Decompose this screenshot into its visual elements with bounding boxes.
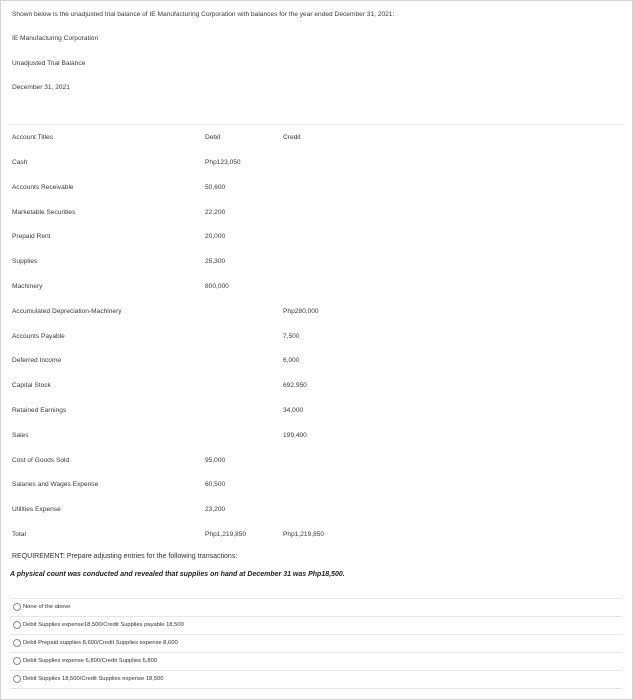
debit-amount: 20,000 [205, 233, 226, 240]
credit-amount: Php280,000 [283, 308, 319, 315]
account-title: Utilities Expense [12, 506, 61, 513]
answer-option[interactable] [10, 598, 622, 616]
report-title: Unadjusted Trial Balance [12, 60, 86, 67]
debit-amount: 50,600 [205, 184, 226, 191]
header-debit: Debit [205, 134, 221, 141]
debit-amount: 22,200 [205, 209, 226, 216]
answer-option[interactable] [10, 670, 622, 689]
account-title: Prepaid Rent [12, 233, 51, 240]
answer-option-label[interactable]: Debit Prepaid supplies 8,600/Credit Supplies expense 8,600 [23, 640, 178, 646]
table-top-border [10, 124, 622, 125]
credit-amount: 6,000 [283, 357, 300, 364]
answer-option[interactable] [10, 634, 622, 652]
header-credit: Credit [283, 134, 301, 141]
credit-amount: Php1,219,850 [283, 531, 325, 538]
answer-option[interactable] [10, 616, 622, 634]
account-title: Machinery [12, 283, 43, 290]
answer-option[interactable] [10, 652, 622, 670]
intro-text: Shown below is the unadjusted trial balance of IE Manufacturing Corporation with balances for the year ended December 31, 2021: [12, 11, 395, 18]
debit-amount: 95,000 [205, 457, 226, 464]
answer-options [10, 598, 622, 689]
debit-amount: 800,000 [205, 283, 229, 290]
account-title: Salaries and Wages Expense [12, 481, 99, 488]
radio-button[interactable] [13, 621, 21, 629]
credit-amount: 199,400 [283, 432, 307, 439]
radio-button[interactable] [13, 657, 21, 665]
debit-amount: 25,300 [205, 258, 226, 265]
answer-option-label[interactable]: Debit Supplies expense18,500/Credit Supplies payable 18,500 [23, 622, 184, 628]
account-title: Sales [12, 432, 29, 439]
company-name: IE Manufacturing Corporation [12, 35, 99, 42]
account-title: Retained Earnings [12, 407, 67, 414]
radio-button[interactable] [13, 639, 21, 647]
account-title: Cash [12, 159, 28, 166]
account-title: Capital Stock [12, 382, 51, 389]
account-title: Marketable Securities [12, 209, 76, 216]
debit-amount: Php123,050 [205, 159, 241, 166]
answer-option-label[interactable]: None of the above [23, 604, 71, 610]
account-title: Accounts Receivable [12, 184, 74, 191]
requirement-text: REQUIREMENT: Prepare adjusting entries for the following transactions: [12, 553, 238, 560]
answer-option-label[interactable]: Debit Supplies 18,500/Credit Supplies expense 18,500 [23, 676, 164, 682]
credit-amount: 34,000 [283, 407, 304, 414]
account-title: Cost of Goods Sold [12, 457, 70, 464]
debit-amount: 60,500 [205, 481, 226, 488]
credit-amount: 7,500 [283, 333, 300, 340]
account-title: Deferred Income [12, 357, 62, 364]
report-date: December 31, 2021 [12, 84, 70, 91]
credit-amount: 692,950 [283, 382, 307, 389]
radio-button[interactable] [13, 675, 21, 683]
account-title: Supplies [12, 258, 38, 265]
answer-option-label[interactable]: Debit Supplies expense 6,800/Credit Supplies 6,800 [23, 658, 158, 664]
account-title: Total [12, 531, 26, 538]
debit-amount: Php1,219,850 [205, 531, 247, 538]
radio-button[interactable] [13, 603, 21, 611]
debit-amount: 23,200 [205, 506, 226, 513]
account-title: Accumulated Depreciation-Machinery [12, 308, 122, 315]
account-title: Accounts Payable [12, 333, 65, 340]
header-account-titles: Account Titles [12, 134, 54, 141]
question-prompt: A physical count was conducted and revealed that supplies on hand at December 31 was Php18,500. [10, 571, 345, 578]
